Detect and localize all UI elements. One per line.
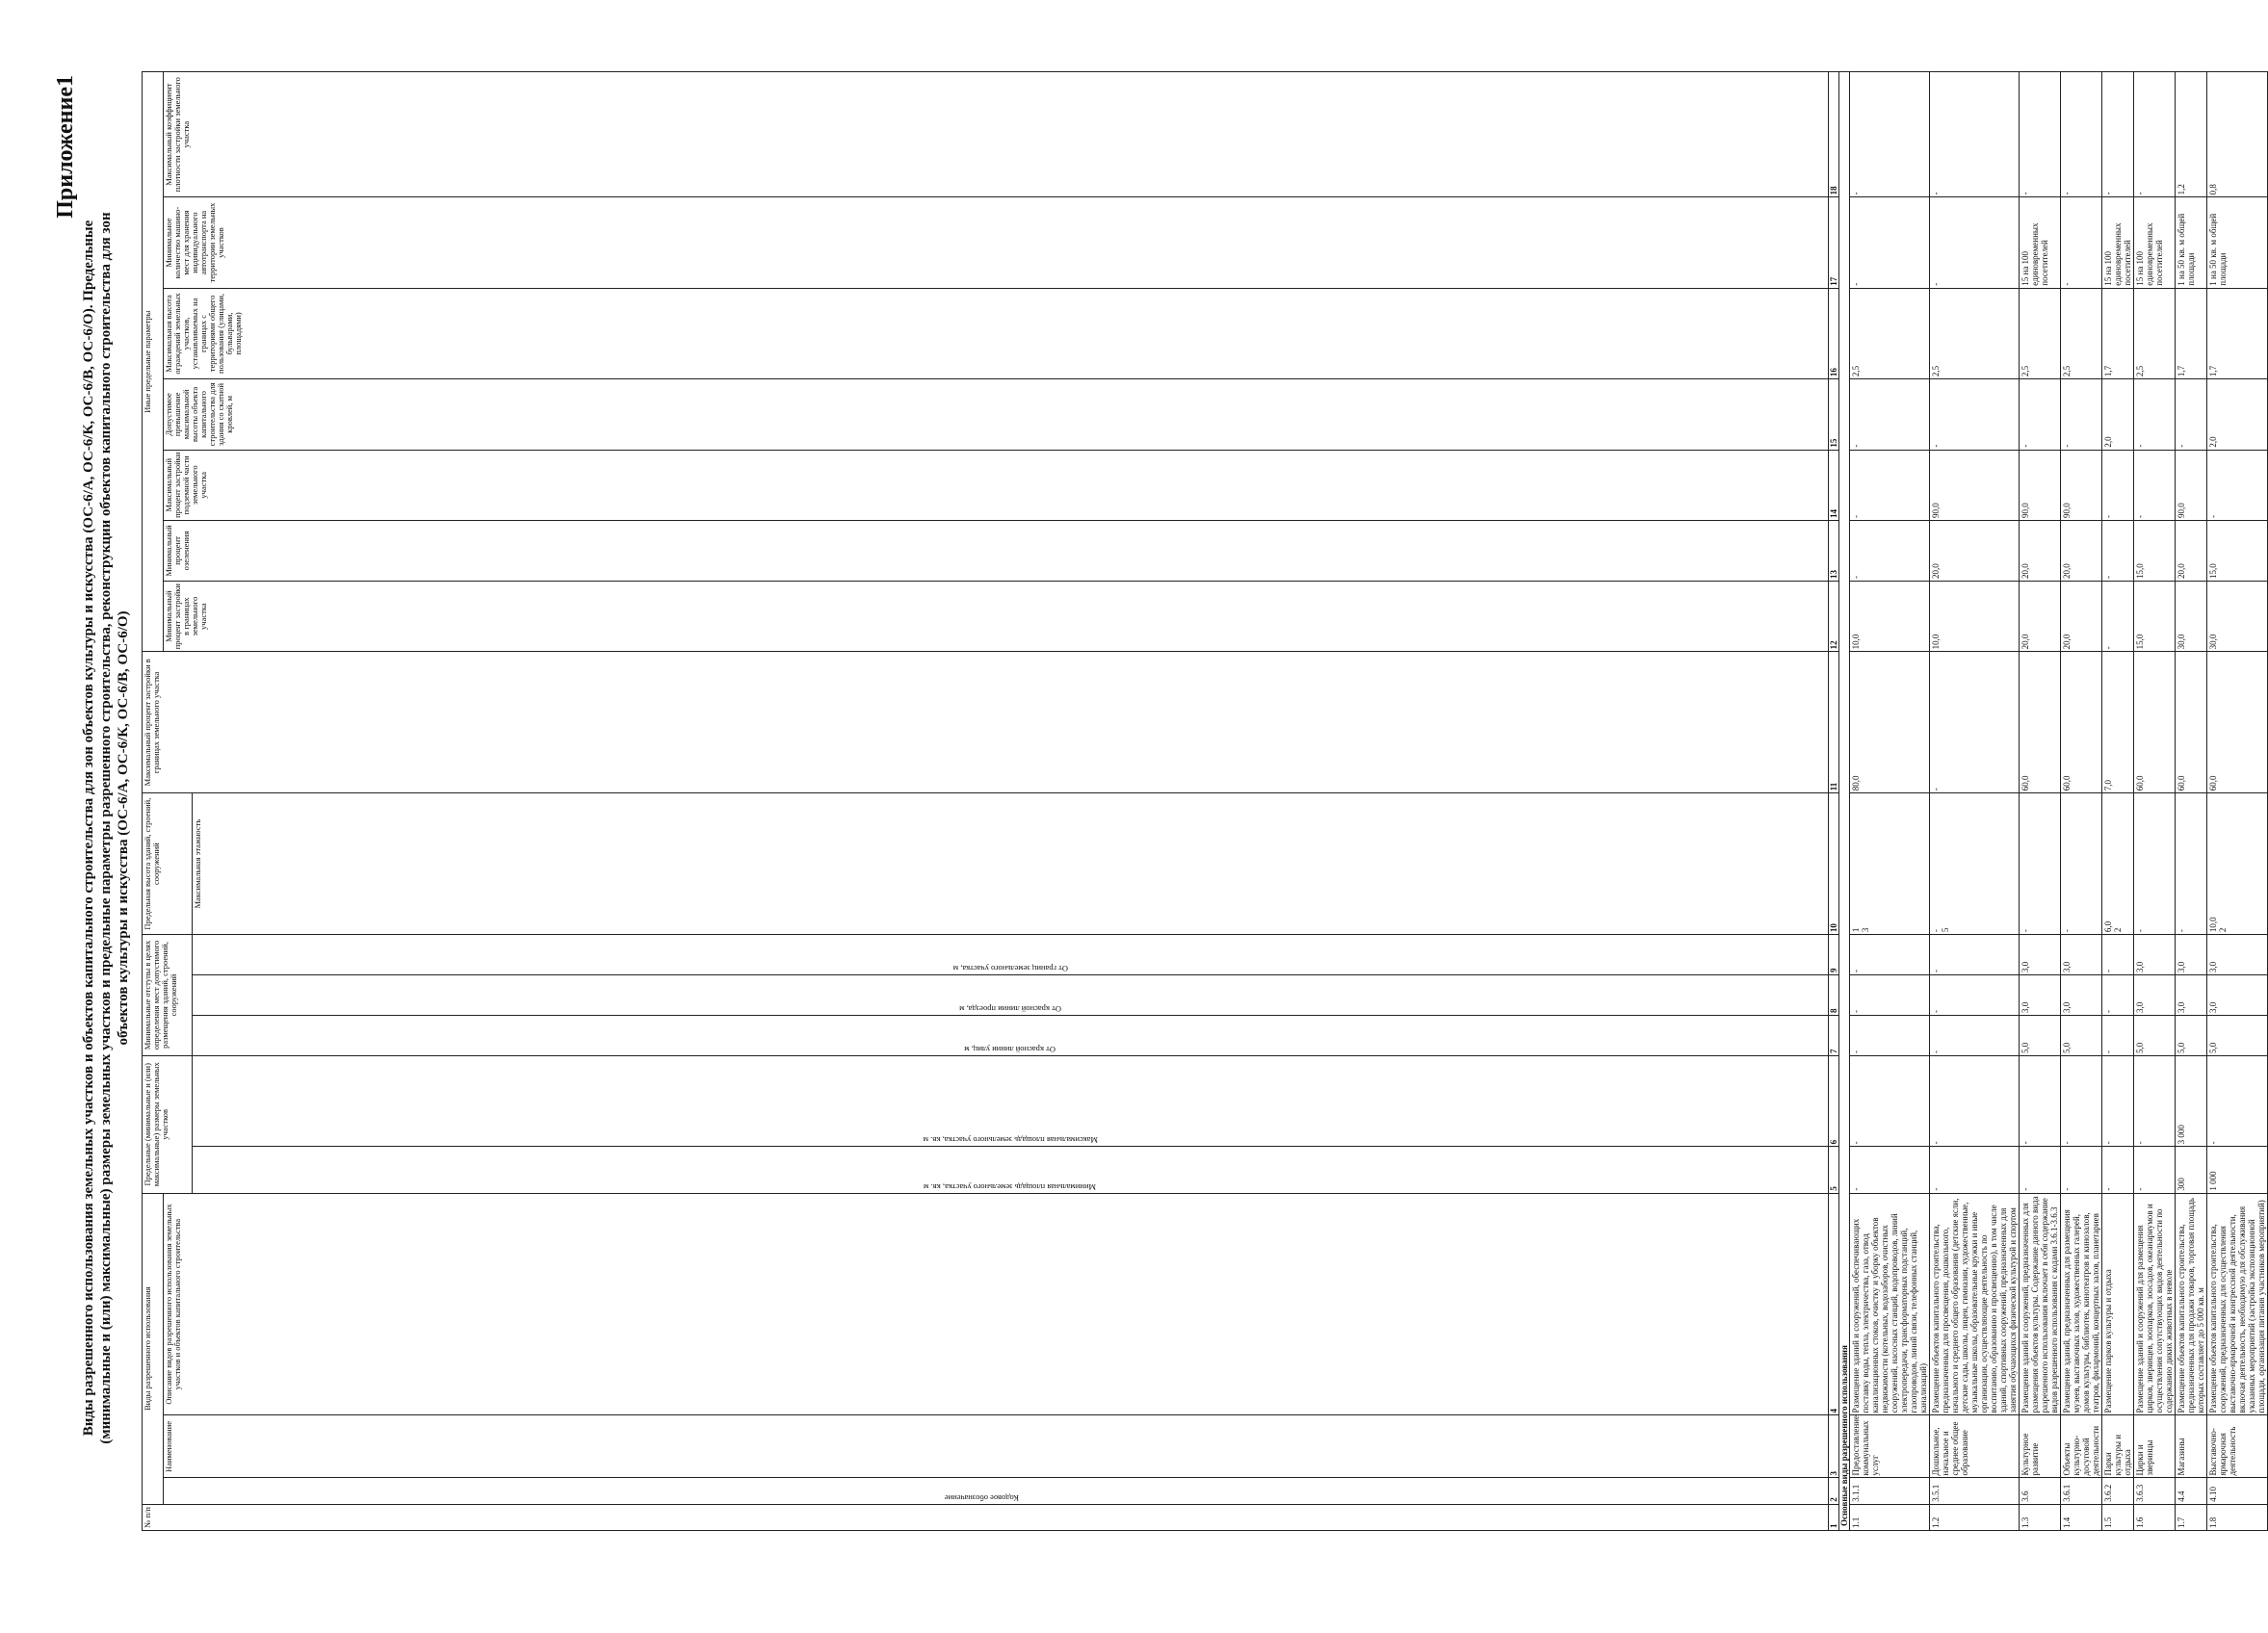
section-row: [1839, 72, 1850, 1531]
density-value: -: [2102, 72, 2134, 197]
max-cover-value: 60,0: [2134, 652, 2176, 793]
drive-setback-value: 3,0: [2207, 975, 2268, 1016]
col-number: 13: [1829, 521, 1839, 582]
header-density: Максимальный коэффициент плотности застройки земельного участка: [164, 72, 1829, 197]
fence-height-value: 2,5: [1930, 288, 2020, 378]
row-name: Предоставление коммунальных услуг: [1850, 1415, 1930, 1478]
max-cover-value: 60,0: [2176, 652, 2207, 793]
min-landscape-value: 15,0: [2134, 521, 2176, 582]
table-row: [2061, 72, 2102, 1531]
street-setback-value: -: [2102, 1016, 2134, 1056]
title-line: (минимальные и (или) максимальные) размеры земельных участков и предельные параметры разрешенного строительства, реконструкции объектов капитального строительства для зон: [98, 212, 114, 1444]
table-row: [2102, 72, 2134, 1531]
appendix-label: Приложение1: [53, 75, 78, 219]
drive-setback-value: -: [2102, 975, 2134, 1016]
rotated-page-content: [53, 67, 2266, 1531]
regulations-table: [142, 71, 2268, 1531]
border-setback-value: 3,0: [2061, 935, 2102, 975]
max-area-value: -: [2061, 1055, 2102, 1146]
header-height-group: Предельная высота зданий, строений, сооружений: [143, 793, 193, 935]
col-number: 16: [1829, 288, 1839, 378]
header-name: Наименование: [164, 1415, 1829, 1478]
exceed-height-value: -: [2020, 379, 2061, 450]
min-area-value: -: [2061, 1147, 2102, 1193]
header-max-area: Максимальная площадь земельного участка, кв. м: [193, 1055, 1829, 1146]
border-setback-value: 3,0: [2020, 935, 2061, 975]
header-fence-height: Максимальная высота ограждений земельных участков, устанавливаемых на границах с территориями общего пользования (улицами, бульварами, площадями): [164, 288, 1829, 378]
max-underground-value: -: [2134, 450, 2176, 520]
fence-height-value: 2,5: [1850, 288, 1930, 378]
min-area-value: -: [2020, 1147, 2061, 1193]
drive-setback-value: -: [1850, 975, 1930, 1016]
density-value: -: [2020, 72, 2061, 197]
row-name: Выставочно-ярмарочная деятельность: [2207, 1415, 2268, 1478]
floors-value: -: [2134, 793, 2176, 935]
row-number: 1.4: [2061, 1504, 2102, 1530]
row-description: Размещение объектов капитального строительства, сооружений, предназначенных для осуществления выставочно-ярмарочной и конгрессной деятельности, включая деятельность, необходимую для обслуживания указанных мероприятий (застройка экспозиционной площади, организация питания участников мероприятий): [2207, 1193, 2268, 1415]
col-number: 10: [1829, 793, 1839, 935]
min-landscape-value: 20,0: [2020, 521, 2061, 582]
parking-value: 15 на 100 единовременных посетителей: [2020, 197, 2061, 288]
col-number: 14: [1829, 450, 1839, 520]
row-description: Размещение зданий и сооружений, предназначенных для размещения объектов культуры. Содержание данного вида разрешенного использования включает в себя содержание видов разрешенного использования с кодами 3.6.1-3.6.3: [2020, 1193, 2061, 1415]
min-area-value: -: [1850, 1147, 1930, 1193]
table-row: [2020, 72, 2061, 1531]
header-min-landscape: Минимальный процент озеленения: [164, 521, 1829, 582]
table-row: [2134, 72, 2176, 1531]
row-number: 1.2: [1930, 1504, 2020, 1530]
header-max-underground: Максимальный процент застройки подземной части земельного участка: [164, 450, 1829, 520]
max-cover-value: 7,0: [2102, 652, 2134, 793]
table-row: [1850, 72, 1930, 1531]
border-setback-value: 3,0: [2176, 935, 2207, 975]
max-area-value: -: [2207, 1055, 2268, 1146]
min-cover-value: 10,0: [1930, 581, 2020, 651]
row-name: Цирки и зверинцы: [2134, 1415, 2176, 1478]
border-setback-value: 3,0: [2207, 935, 2268, 975]
row-code: 3.6.3: [2134, 1478, 2176, 1504]
parking-value: 15 на 100 единовременных посетителей: [2134, 197, 2176, 288]
row-code: 3.6: [2020, 1478, 2061, 1504]
drive-setback-value: 3,0: [2020, 975, 2061, 1016]
parking-value: 1 на 50 кв. м общей площади: [2176, 197, 2207, 288]
min-area-value: 300: [2176, 1147, 2207, 1193]
parking-value: -: [1930, 197, 2020, 288]
floors-value: - 5: [1930, 793, 2020, 935]
header-other-group: Иные предельные параметры: [143, 72, 164, 652]
street-setback-value: -: [1850, 1016, 1930, 1056]
header-code: Кодовое обозначение: [164, 1478, 1829, 1504]
min-landscape-value: 15,0: [2207, 521, 2268, 582]
fence-height-value: 1,7: [2207, 288, 2268, 378]
title-line: Виды разрешенного использования земельных участков и объектов капитального строительства для зон объектов культуры и искусства (ОС-6/А, ОС-6/К, ОС-6/В, ОС-6/О). Предельные: [81, 220, 96, 1437]
border-setback-value: 3,0: [2134, 935, 2176, 975]
document-title: [80, 135, 132, 1521]
col-number: 18: [1829, 72, 1839, 197]
col-number: 17: [1829, 197, 1839, 288]
street-setback-value: 5,0: [2176, 1016, 2207, 1056]
header-min-cover: Минимальный процент застройки в границах земельного участка: [164, 581, 1829, 651]
max-underground-value: -: [2102, 450, 2134, 520]
header-vri-group: Виды разрешенного использования: [143, 1193, 164, 1504]
exceed-height-value: -: [1850, 379, 1930, 450]
row-number: 1.1: [1850, 1504, 1930, 1530]
header-min-area: Минимальная площадь земельного участка, кв. м: [193, 1147, 1829, 1193]
street-setback-value: 5,0: [2207, 1016, 2268, 1056]
min-landscape-value: -: [2102, 521, 2134, 582]
min-cover-value: 20,0: [2020, 581, 2061, 651]
col-number: 1: [1829, 1504, 1839, 1530]
col-number: 7: [1829, 1016, 1839, 1056]
row-code: 3.6.1: [2061, 1478, 2102, 1504]
row-name: Культурное развитие: [2020, 1415, 2061, 1478]
max-area-value: -: [2102, 1055, 2134, 1146]
parking-value: -: [1850, 197, 1930, 288]
row-code: 4.4: [2176, 1478, 2207, 1504]
fence-height-value: 2,5: [2134, 288, 2176, 378]
density-value: -: [2061, 72, 2102, 197]
min-cover-value: -: [2102, 581, 2134, 651]
max-area-value: -: [1850, 1055, 1930, 1146]
exceed-height-value: -: [2061, 379, 2102, 450]
header-desc: Описание видов разрешенного использования земельных участков и объектов капитального строительства: [164, 1193, 1829, 1415]
min-cover-value: 15,0: [2134, 581, 2176, 651]
row-name: Объекты культурно-досуговой деятельности: [2061, 1415, 2102, 1478]
row-code: 3.1.1: [1850, 1478, 1930, 1504]
max-underground-value: 90,0: [2020, 450, 2061, 520]
col-number: 4: [1829, 1193, 1839, 1415]
header-from-street: От красной линии улиц, м: [193, 1016, 1829, 1056]
col-number: 2: [1829, 1478, 1839, 1504]
max-cover-value: 80,0: [1850, 652, 1930, 793]
max-underground-value: 90,0: [2061, 450, 2102, 520]
max-underground-value: 90,0: [2176, 450, 2207, 520]
col-number: 3: [1829, 1415, 1839, 1478]
header-from-drive: От красной линии проезда, м: [193, 975, 1829, 1016]
col-number: 9: [1829, 935, 1839, 975]
header-exceed-height: Допустимое превышение максимальной высоты объекта капитального строительства для здания со скатной кровлей, м: [164, 379, 1829, 450]
row-number: 1.8: [2207, 1504, 2268, 1530]
street-setback-value: 5,0: [2020, 1016, 2061, 1056]
max-area-value: -: [1930, 1055, 2020, 1146]
row-code: 4.10: [2207, 1478, 2268, 1504]
max-area-value: 3 000: [2176, 1055, 2207, 1146]
street-setback-value: -: [1930, 1016, 2020, 1056]
row-description: Размещение зданий и сооружений для размещения цирков, зверинцев, зоопарков, зоосадов, океанариумов и осуществления сопутствующих видов деятельности по содержанию диких животных в неволе: [2134, 1193, 2176, 1415]
density-value: 1,2: [2176, 72, 2207, 197]
max-underground-value: -: [1850, 450, 1930, 520]
max-area-value: -: [2134, 1055, 2176, 1146]
table-row: [2176, 72, 2207, 1531]
parking-value: 15 на 100 единовременных посетителей: [2102, 197, 2134, 288]
min-area-value: 1 000: [2207, 1147, 2268, 1193]
row-description: Размещение объектов капитального строительства, предназначенных для продажи товаров, торговая площадь которых составляет до 5 000 кв. м: [2176, 1193, 2207, 1415]
row-description: Размещение объектов капитального строительства, предназначенных для просвещения, дошкольного, начального и среднего общего образования (детские ясли, детские сады, школы, лицеи, гимназии, художественные, музыкальные школы, образовательные кружки и иные организации, осуществляющие деятельность по воспитанию, образованию и просвещению), в том числе зданий, спортивных сооружений, предназначенных для занятия обучающихся физической культурой и спортом: [1930, 1193, 2020, 1415]
min-cover-value: 30,0: [2176, 581, 2207, 651]
max-cover-value: 60,0: [2207, 652, 2268, 793]
max-cover-value: 60,0: [2061, 652, 2102, 793]
col-number: 12: [1829, 581, 1839, 651]
header-parking: Минимальное количество машино-мест для хранения индивидуального автотранспорта на территории земельных участков: [164, 197, 1829, 288]
min-landscape-value: 20,0: [2061, 521, 2102, 582]
min-area-value: -: [2102, 1147, 2134, 1193]
exceed-height-value: 2,0: [2207, 379, 2268, 450]
header-max-cover: Максимальный процент застройки в границах земельного участка: [143, 652, 1829, 793]
floors-value: -: [2176, 793, 2207, 935]
max-area-value: -: [2020, 1055, 2061, 1146]
row-number: 1.6: [2134, 1504, 2176, 1530]
street-setback-value: 5,0: [2061, 1016, 2102, 1056]
min-landscape-value: 20,0: [1930, 521, 2020, 582]
density-value: -: [1930, 72, 2020, 197]
row-code: 3.6.2: [2102, 1478, 2134, 1504]
street-setback-value: 5,0: [2134, 1016, 2176, 1056]
header-setback-group: Минимальные отступы в целях определения мест допустимого размещения зданий, строений, сооружений: [143, 935, 193, 1056]
col-number: 8: [1829, 975, 1839, 1016]
header-size-group: Предельные (минимальные и (или) максимальные) размеры земельных участков: [143, 1055, 193, 1193]
density-value: -: [2134, 72, 2176, 197]
row-number: 1.5: [2102, 1504, 2134, 1530]
table-row: [1930, 72, 2020, 1531]
fence-height-value: 2,5: [2061, 288, 2102, 378]
min-landscape-value: -: [1850, 521, 1930, 582]
min-landscape-value: 20,0: [2176, 521, 2207, 582]
max-underground-value: 90,0: [1930, 450, 2020, 520]
min-area-value: -: [1930, 1147, 2020, 1193]
floors-value: -: [2061, 793, 2102, 935]
column-number-row: [1829, 72, 1839, 1531]
drive-setback-value: -: [1930, 975, 2020, 1016]
title-line: объектов культуры и искусства (ОС-6/А, ОС-6/К, ОС-6/В, ОС-6/О): [116, 610, 131, 1046]
parking-value: -: [2061, 197, 2102, 288]
border-setback-value: -: [1930, 935, 2020, 975]
border-setback-value: -: [1850, 935, 1930, 975]
table-row: [2207, 72, 2268, 1531]
exceed-height-value: -: [2176, 379, 2207, 450]
header-from-border: От границ земельного участка, м: [193, 935, 1829, 975]
exceed-height-value: -: [2134, 379, 2176, 450]
row-number: 1.7: [2176, 1504, 2207, 1530]
floors-value: 6,0 2: [2102, 793, 2134, 935]
drive-setback-value: 3,0: [2134, 975, 2176, 1016]
row-code: 3.5.1: [1930, 1478, 2020, 1504]
fence-height-value: 1,7: [2176, 288, 2207, 378]
header-floors: Максимальная этажность: [193, 793, 1829, 935]
col-number: 5: [1829, 1147, 1839, 1193]
floors-value: 10,0 2: [2207, 793, 2268, 935]
min-cover-value: 20,0: [2061, 581, 2102, 651]
max-cover-value: 60,0: [2020, 652, 2061, 793]
row-description: Размещение зданий, предназначенных для размещения музеев, выставочных залов, художественных галерей, домов культуры, библиотек, кинотеатров и кинозалов, театров, филармоний, концертных залов, планетариев: [2061, 1193, 2102, 1415]
fence-height-value: 2,5: [2020, 288, 2061, 378]
density-value: -: [1850, 72, 1930, 197]
density-value: 0,8: [2207, 72, 2268, 197]
header-num: № п/п: [143, 1504, 1829, 1530]
col-number: 6: [1829, 1055, 1839, 1146]
drive-setback-value: 3,0: [2061, 975, 2102, 1016]
floors-value: -: [2020, 793, 2061, 935]
row-description: Размещение зданий и сооружений, обеспечивающих поставку воды, тепла, электричества, газа, отвод канализационных стоков, очистку и уборку объектов недвижимости (котельных, водозаборов, очистных сооружений, насосных станций, водопроводов, линий электропередачи, трансформаторных подстанций, газопроводов, линий связи, телефонных станций, канализаций): [1850, 1193, 1930, 1415]
floors-value: 1 3: [1850, 793, 1930, 935]
col-number: 11: [1829, 652, 1839, 793]
min-area-value: -: [2134, 1147, 2176, 1193]
max-underground-value: -: [2207, 450, 2268, 520]
drive-setback-value: 3,0: [2176, 975, 2207, 1016]
fence-height-value: 1,7: [2102, 288, 2134, 378]
row-description: Размещение парков культуры и отдыха: [2102, 1193, 2134, 1415]
max-cover-value: -: [1930, 652, 2020, 793]
min-cover-value: 30,0: [2207, 581, 2268, 651]
min-cover-value: 10,0: [1850, 581, 1930, 651]
border-setback-value: -: [2102, 935, 2134, 975]
exceed-height-value: -: [1930, 379, 2020, 450]
exceed-height-value: 2,0: [2102, 379, 2134, 450]
row-name: Парки культуры и отдыха: [2102, 1415, 2134, 1478]
row-name: Дошкольное, начальное и среднее общее образование: [1930, 1415, 2020, 1478]
parking-value: 1 на 50 кв. м общей площади: [2207, 197, 2268, 288]
row-number: 1.3: [2020, 1504, 2061, 1530]
row-name: Магазины: [2176, 1415, 2207, 1478]
col-number: 15: [1829, 379, 1839, 450]
section-title: Основные виды разрешенного использования: [1839, 72, 1850, 1531]
